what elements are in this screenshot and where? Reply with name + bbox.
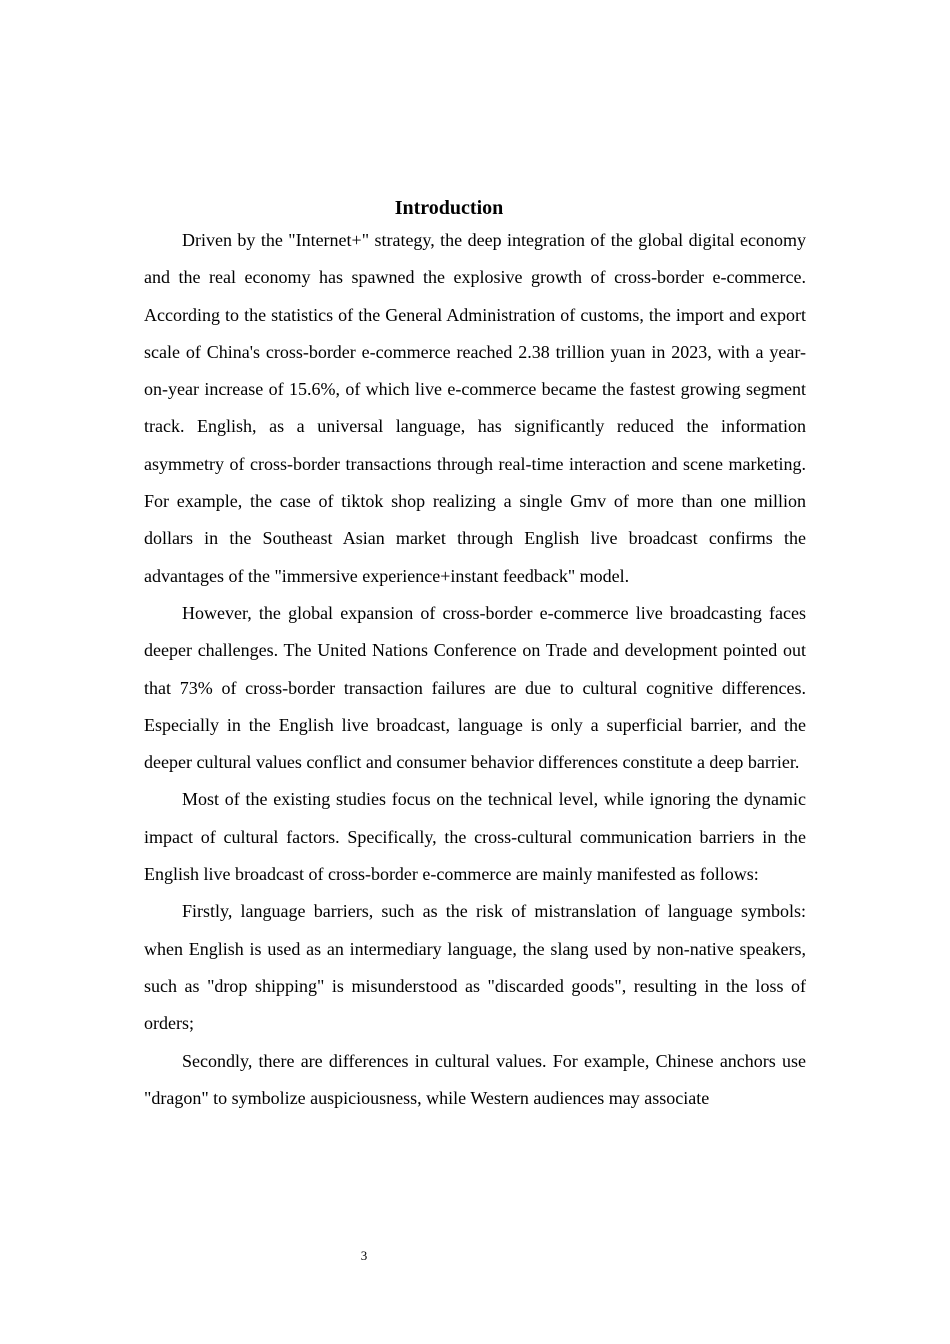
section-title: Introduction [394, 197, 504, 219]
paragraph-5: Secondly, there are differences in cultural values. For example, Chinese anchors use "dragon" to symbolize auspiciousness, while Western audiences may associate [144, 1050, 806, 1108]
page-body [144, 194, 806, 1117]
paragraph-3: Most of the existing studies focus on the technical level, while ignoring the dynamic impact of cultural factors. Specifically, the cross-cultural communication barriers in the English live broadcast of cross-border e-commerce are mainly manifested as follows: [144, 789, 806, 885]
paragraph-1: Driven by the "Internet+" strategy, the deep integration of the global digital economy and the real economy has spawned the explosive growth of cross-border e-commerce. According to the statistics of the General Administration of customs, the import and export scale of China's cross-border e-commerce reached 2.38 trillion yuan in 2023, with a year-on-year increase of 15.6%, of which live e-commerce became the fastest growing segment track. English, as a universal language, has significantly reduced the information asymmetry of cross-border transactions through real-time interaction and scene marketing. For example, the case of tiktok shop realizing a single Gmv of more than one million dollars in the Southeast Asian market through English live broadcast confirms the advantages of the "immersive experience+instant feedback" model. [144, 230, 806, 586]
paragraph-4: Firstly, language barriers, such as the risk of mistranslation of language symbols: when English is used as an intermediary language, the slang used by non-native speakers, such as "drop shipping" is misunderstood as "discarded goods", resulting in the loss of orders; [144, 901, 806, 1034]
page-number: 3 [360, 1248, 368, 1263]
paragraph-2: However, the global expansion of cross-border e-commerce live broadcasting faces deeper challenges. The United Nations Conference on Trade and development pointed out that 73% of cross-border transaction failures are due to cultural cognitive differences. Especially in the English live broadcast, language is only a superficial barrier, and the deeper cultural values conflict and consumer behavior differences constitute a deep barrier. [144, 602, 806, 773]
